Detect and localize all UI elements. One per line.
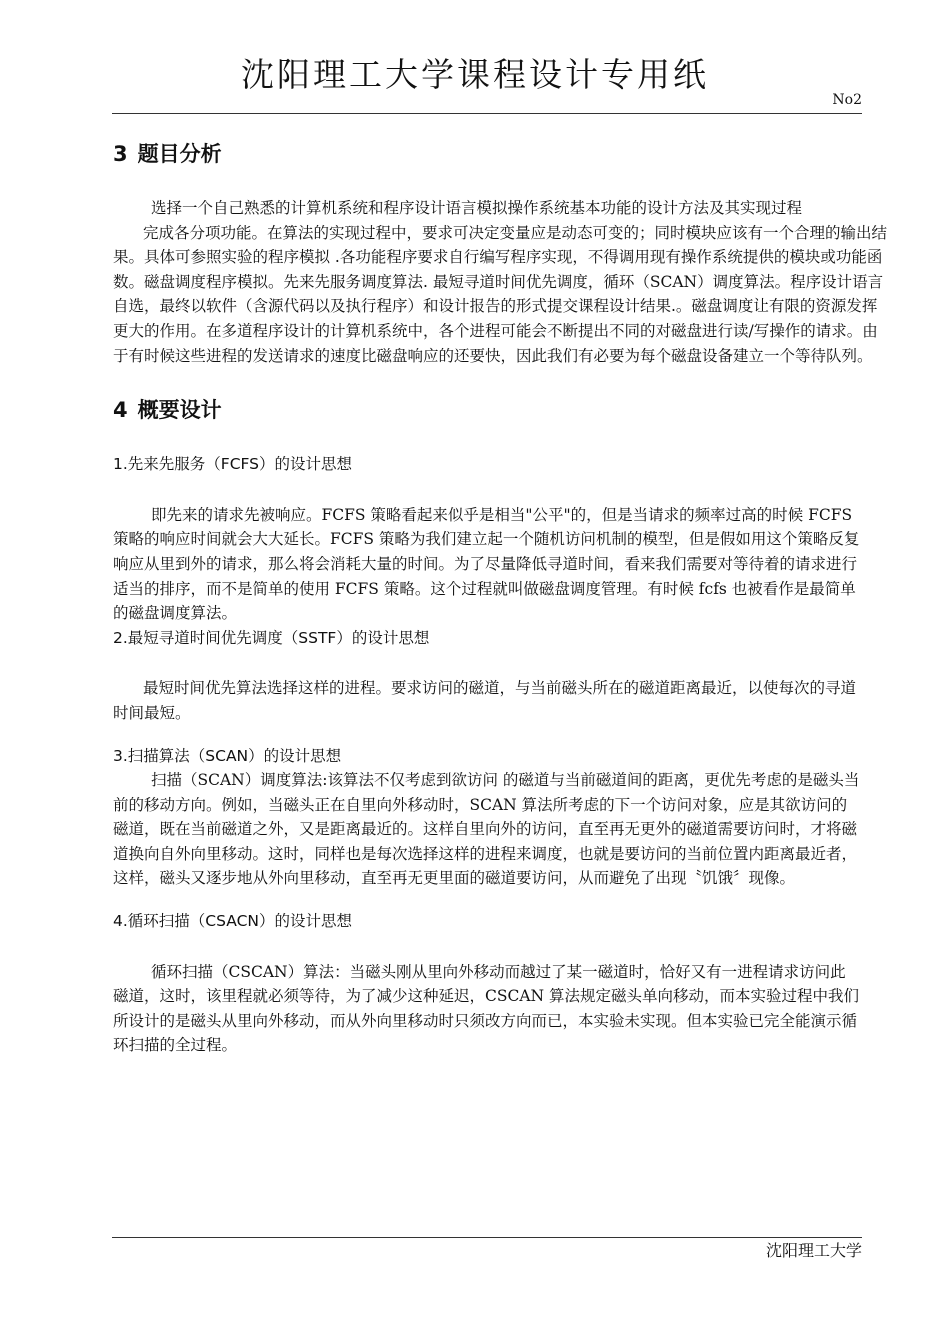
cscan-heading: 4.循环扫描（CSACN）的设计思想 xyxy=(113,912,352,931)
section-3-number: 3 xyxy=(113,142,128,166)
scan-heading: 3.扫描算法（SCAN）的设计思想 xyxy=(113,746,342,765)
page-number: No2 xyxy=(832,92,862,108)
header-rule xyxy=(112,113,862,114)
footer-university: 沈阳理工大学 xyxy=(765,1241,862,1260)
section-3-paragraph-2: 完成各分项功能。在算法的实现过程中，要求可决定变量应是动态可变的；同时模块应该有一个合理的输出结果。具体可参照实验的程序模拟 .各功能程序要求自行编写程序实现，不得调用现有操作系统提供的模块或功能函数。磁盘调度程序模拟。先来先服务调度算法. 最短寻道时间优先调度，循环（SCAN）调度算法。程序设计语言自选，最终以软件（含源代码以及执行程序）和设计报告的形式提交课程设计结果.。磁盘调度让有限的资源发挥更大的作用。在多道程序设计的计算机系统中，各个进程可能会不断提出不同的对磁盘进行读/写操作的请求。由于有时候这些进程的发送请求的速度比磁盘响应的还要快，因此我们有必要为每个磁盘设备建立一个等待队列。 xyxy=(113,223,888,365)
fcfs-paragraph: 即先来的请求先被响应。FCFS 策略看起来似乎是相当"公平"的，但是当请求的频率过高的时候 FCFS 策略的响应时间就会大大延长。FCFS 策略为我们建立起一个随机访问机制的模型，但是假如用这个策略反复响应从里到外的请求，那么将会消耗大量的时间。为了尽量降低寻道时间，看来我们需要对等待着的请求进行适当的排序，而不是简单的使用 FCFS 策略。这个过程就叫做磁盘调度管理。有时候 fcfs 也被看作是最简单的磁盘调度算法。 xyxy=(113,505,860,623)
page-header-title: 沈阳理工大学课程设计专用纸 xyxy=(241,55,709,94)
section-3-heading xyxy=(113,138,888,170)
section-4-title: 概要设计 xyxy=(137,398,222,423)
section-3-paragraph-1: 选择一个自己熟悉的计算机系统和程序设计语言模拟操作系统基本功能的设计方法及其实现过程 xyxy=(151,199,803,217)
sstf-paragraph: 最短时间优先算法选择这样的进程。要求访问的磁道，与当前磁头所在的磁道距离最近，以使每次的寻道时间最短。 xyxy=(113,679,857,722)
section-3-title: 题目分析 xyxy=(137,142,222,166)
sstf-heading: 2.最短寻道时间优先调度（SSTF）的设计思想 xyxy=(113,628,430,647)
fcfs-heading: 1.先来先服务（FCFS）的设计思想 xyxy=(113,455,353,474)
footer-rule xyxy=(112,1237,862,1238)
page-content xyxy=(113,138,888,1058)
cscan-paragraph: 循环扫描（CSCAN）算法：当磁头刚从里向外移动而越过了某一磁道时，恰好又有一进程请求访问此磁道，这时，该里程就必须等待，为了减少这种延迟，CSCAN 算法规定磁头单向移动，而本实验过程中我们所设计的是磁头从里向外移动，而从外向里移动时只须改方向而已，本实验未实现。但本实验已完全能演示循环扫描的全过程。 xyxy=(113,962,860,1055)
section-4-number: 4 xyxy=(113,398,128,423)
section-4-heading xyxy=(113,394,888,426)
scan-paragraph: 扫描（SCAN）调度算法:该算法不仅考虑到欲访问 的磁道与当前磁道间的距离，更优先考虑的是磁头当前的移动方向。例如，当磁头正在自里向外移动时，SCAN 算法所考虑的下一个访问对象，应是其欲访问的磁道，既在当前磁道之外，又是距离最近的。这样自里向外的访问，直至再无更外的磁道需要访问时，才将磁道换向自外向里移动。这时，同样也是每次选择这样的进程来调度，也就是要访问的当前位置内距离最近者，这样，磁头又逐步地从外向里移动，直至再无更里面的磁道要访问，从而避免了出现〝饥饿〞现像。 xyxy=(113,771,860,888)
